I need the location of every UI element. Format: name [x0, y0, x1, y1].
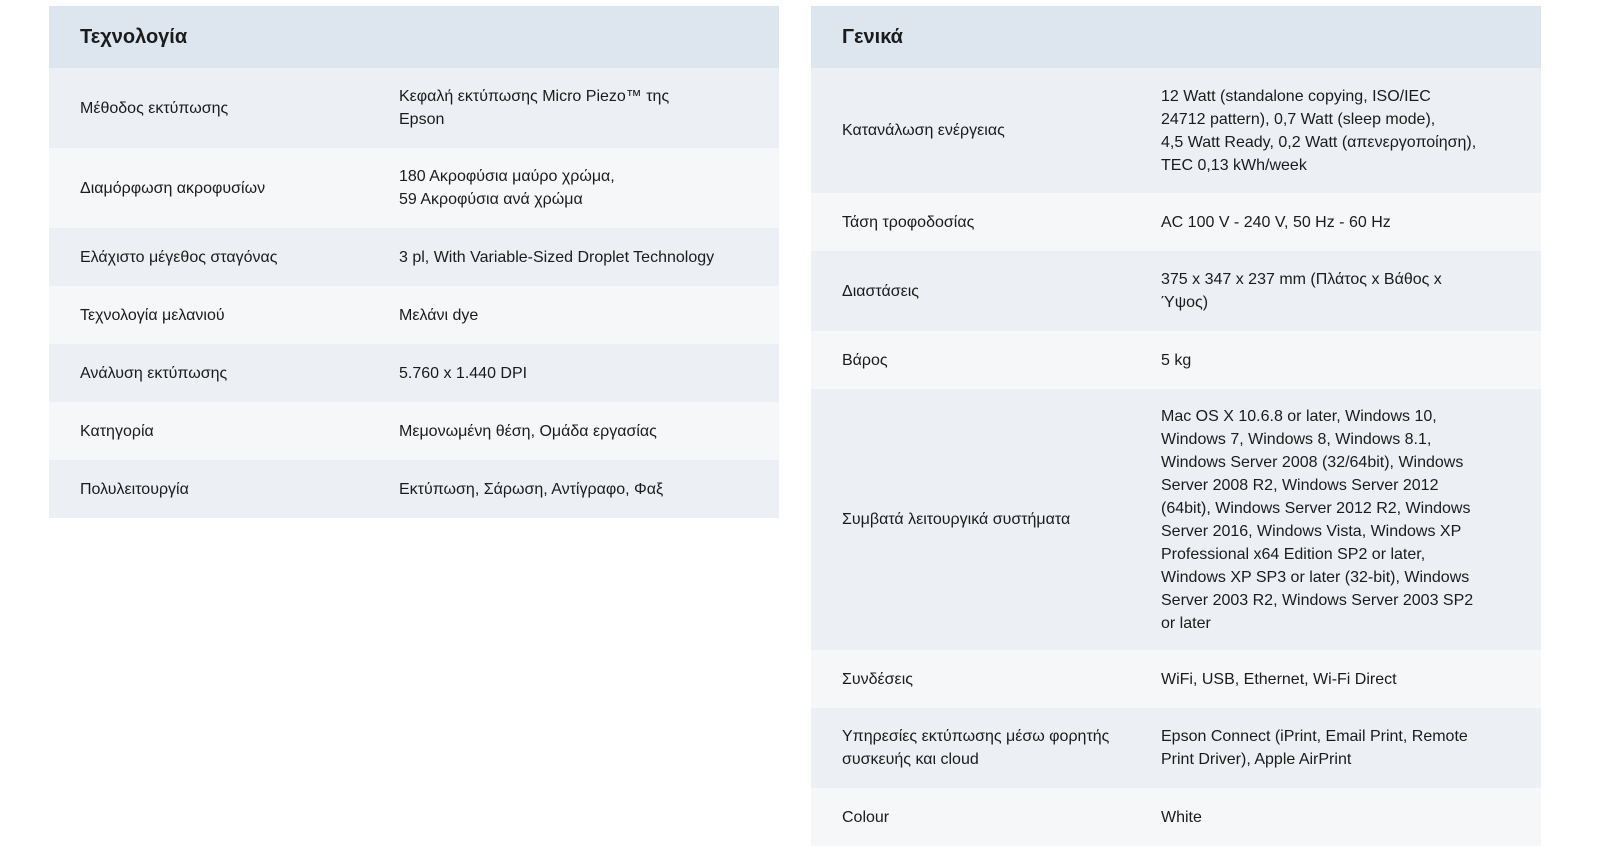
- spec-value: 5 kg: [1161, 351, 1192, 369]
- spec-label: Βάρος: [842, 351, 888, 369]
- spec-label: Συμβατά λειτουργικά συστήματα: [842, 511, 1071, 528]
- spec-value: White: [1161, 808, 1202, 826]
- spec-row-ink-technology: [49, 286, 779, 344]
- spec-label: Διαστάσεις: [842, 282, 919, 300]
- spec-label: Πολυλειτουργία: [80, 480, 189, 498]
- spec-value: Epson Connect (iPrint, Email Print, Remote Print Driver), Apple AirPrint: [1161, 728, 1468, 768]
- spec-value: Εκτύπωση, Σάρωση, Αντίγραφο, Φαξ: [399, 480, 664, 498]
- spec-value: WiFi, USB, Ethernet, Wi-Fi Direct: [1161, 670, 1397, 688]
- spec-value: 180 Ακροφύσια μαύρο χρώμα, 59 Ακροφύσια ανά χρώμα: [399, 168, 615, 208]
- general-section-title: Γενικά: [811, 6, 1541, 68]
- technology-section-title: Τεχνολογία: [49, 6, 779, 68]
- spec-value: 5.760 x 1.440 DPI: [399, 364, 528, 382]
- spec-row-mobile-cloud-printing: [811, 708, 1541, 788]
- spec-label: Διαμόρφωση ακροφυσίων: [80, 179, 266, 197]
- spec-row-colour: [811, 788, 1541, 846]
- spec-label: Υπηρεσίες εκτύπωσης μέσω φορητής συσκευής και cloud: [842, 728, 1110, 768]
- spec-row-nozzle-configuration: [49, 148, 779, 228]
- spec-label: Μέθοδος εκτύπωσης: [80, 99, 229, 117]
- spec-value: AC 100 V - 240 V, 50 Hz - 60 Hz: [1161, 213, 1391, 231]
- spec-label: Κατανάλωση ενέργειας: [842, 122, 1005, 139]
- spec-value: 375 x 347 x 237 mm (Πλάτος x Βάθος x Ύψος): [1161, 271, 1442, 311]
- spec-value: Μελάνι dye: [399, 306, 479, 324]
- spec-label: Colour: [842, 808, 890, 826]
- spec-label: Τεχνολογία μελανιού: [80, 306, 225, 324]
- spec-label: Ελάχιστο μέγεθος σταγόνας: [80, 248, 278, 266]
- spec-label: Συνδέσεις: [842, 670, 913, 688]
- spec-row-supply-voltage: [811, 193, 1541, 251]
- general-spec-table: [811, 6, 1541, 846]
- technology-spec-table: [49, 6, 779, 518]
- spec-value: Μεμονωμένη θέση, Ομάδα εργασίας: [399, 422, 657, 440]
- spec-value: Mac OS X 10.6.8 or later, Windows 10, Windows 7, Windows 8, Windows 8.1, Windows Server 2008 (32/64bit), Windows Server 2008 R2, Windows Server 2012 (64bit), Windows Server 2012 R2, Windows Server 2016, Windows Vista, Windows XP Professional x64 Edition SP2 or later, Windows XP SP3 or later (32-bit), Windows Server 2003 R2, Windows Server 2003 SP2 or later: [1161, 407, 1474, 632]
- spec-value: 3 pl, With Variable-Sized Droplet Technology: [399, 248, 715, 266]
- spec-label: Τάση τροφοδοσίας: [842, 213, 975, 231]
- spec-value: Κεφαλή εκτύπωσης Micro Piezo™ της Epson: [399, 88, 670, 128]
- spec-row-compatible-os: [811, 389, 1541, 650]
- spec-row-multifunction: [49, 460, 779, 518]
- spec-row-min-droplet-size: [49, 228, 779, 286]
- spec-value: 12 Watt (standalone copying, ISO/IEC 24712 pattern), 0,7 Watt (sleep mode), 4,5 Watt Ready, 0,2 Watt (απενεργοποίηση), TEC 0,13 kWh/week: [1161, 87, 1477, 174]
- spec-label: Κατηγορία: [80, 422, 154, 440]
- spec-row-category: [49, 402, 779, 460]
- spec-row-connectivity: [811, 650, 1541, 708]
- spec-row-print-resolution: [49, 344, 779, 402]
- spec-label: Ανάλυση εκτύπωσης: [80, 364, 228, 382]
- spec-row-power-consumption: [811, 68, 1541, 193]
- spec-row-dimensions: [811, 251, 1541, 331]
- spec-row-print-method: [49, 68, 779, 148]
- spec-row-weight: [811, 331, 1541, 389]
